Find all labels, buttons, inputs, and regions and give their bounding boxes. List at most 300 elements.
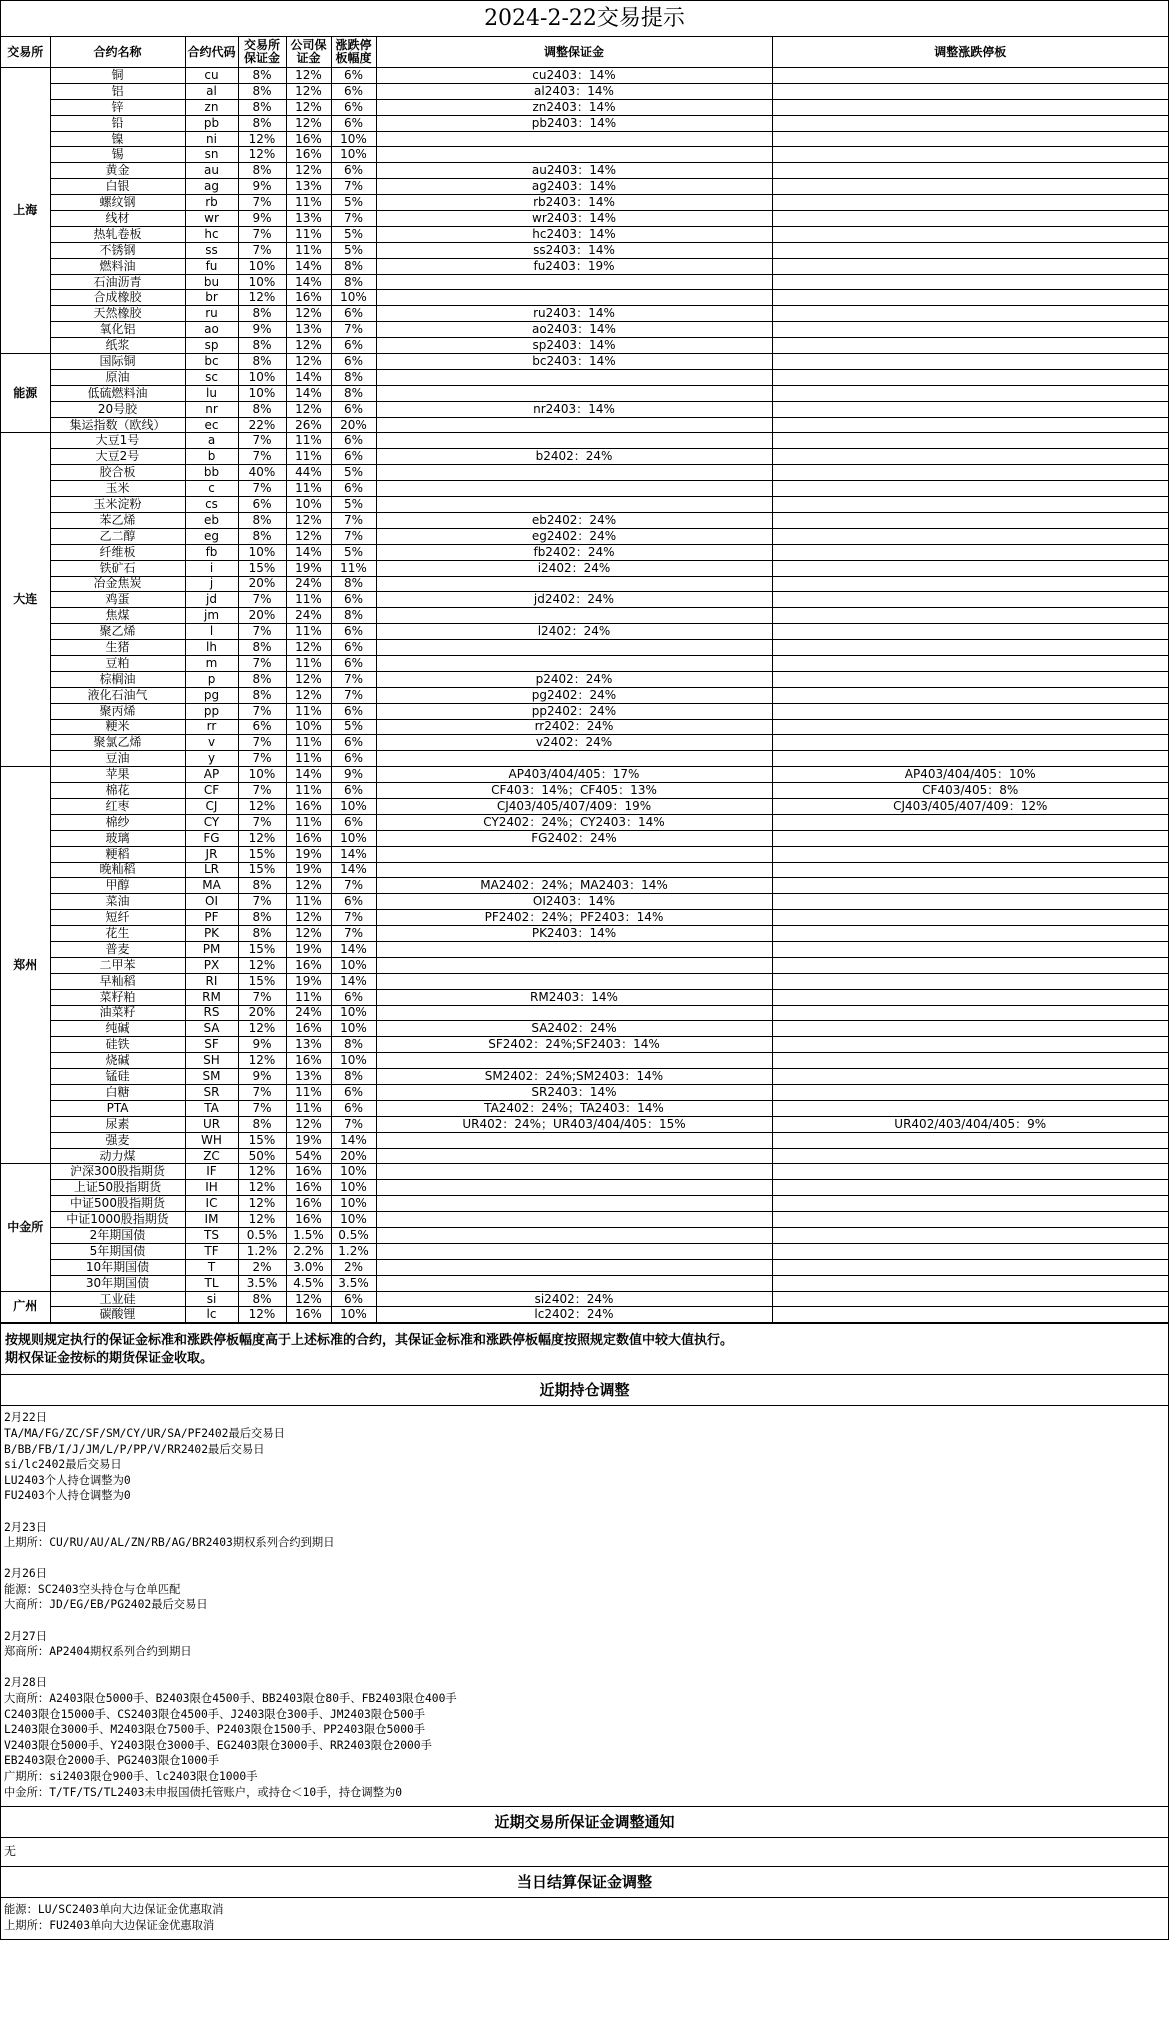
- contract-name-cell: 锡: [50, 147, 185, 163]
- table-row: [1, 767, 1168, 783]
- limit-range-cell: 14%: [331, 973, 376, 989]
- table-row: [1, 163, 1168, 179]
- exchange-margin-cell: 8%: [238, 512, 286, 528]
- adjusted-margin-cell: [376, 1053, 772, 1069]
- text-line: 大商所：JD/EG/EB/PG2402最后交易日: [4, 1598, 208, 1612]
- contract-code-cell: wr: [185, 211, 238, 227]
- limit-range-cell: 8%: [331, 258, 376, 274]
- adjusted-margin-cell: au2403：14%: [376, 163, 772, 179]
- table-row: [1, 910, 1168, 926]
- table-row: [1, 226, 1168, 242]
- company-margin-cell: 13%: [286, 211, 331, 227]
- exchange-margin-cell: 7%: [238, 1100, 286, 1116]
- contract-code-cell: bb: [185, 465, 238, 481]
- contract-code-cell: cu: [185, 68, 238, 84]
- contract-name-cell: 20号胶: [50, 401, 185, 417]
- contract-name-cell: 烧碱: [50, 1053, 185, 1069]
- adjusted-limit-cell: [772, 1148, 1168, 1164]
- contract-name-cell: 强麦: [50, 1132, 185, 1148]
- adjusted-margin-cell: wr2403：14%: [376, 211, 772, 227]
- limit-range-cell: 5%: [331, 719, 376, 735]
- company-margin-cell: 19%: [286, 846, 331, 862]
- exchange-margin-cell: 7%: [238, 624, 286, 640]
- blank-line: [4, 1504, 1164, 1520]
- table-row: [1, 1180, 1168, 1196]
- adjusted-margin-cell: FG2402：24%: [376, 830, 772, 846]
- limit-range-cell: 6%: [331, 1085, 376, 1101]
- contract-code-cell: b: [185, 449, 238, 465]
- contract-code-cell: lh: [185, 640, 238, 656]
- company-margin-cell: 12%: [286, 99, 331, 115]
- contract-name-cell: 5年期国债: [50, 1243, 185, 1259]
- exchange-margin-cell: 22%: [238, 417, 286, 433]
- limit-range-cell: 5%: [331, 226, 376, 242]
- exchange-margin-cell: 10%: [238, 369, 286, 385]
- company-margin-cell: 19%: [286, 973, 331, 989]
- exchange-margin-cell: 15%: [238, 862, 286, 878]
- contract-code-cell: ao: [185, 322, 238, 338]
- company-margin-cell: 11%: [286, 783, 331, 799]
- table-row: [1, 941, 1168, 957]
- contract-code-cell: ec: [185, 417, 238, 433]
- company-margin-cell: 10%: [286, 719, 331, 735]
- text-line: 广期所：si2403限仓900手、lc2403限仓1000手: [4, 1770, 258, 1784]
- limit-range-cell: 7%: [331, 179, 376, 195]
- exchange-margin-cell: 10%: [238, 767, 286, 783]
- adjusted-margin-cell: eg2402：24%: [376, 528, 772, 544]
- adjusted-margin-cell: nr2403：14%: [376, 401, 772, 417]
- limit-range-cell: 7%: [331, 671, 376, 687]
- company-margin-cell: 11%: [286, 624, 331, 640]
- company-margin-cell: 12%: [286, 68, 331, 84]
- exchange-margin-cell: 7%: [238, 703, 286, 719]
- exchange-cell: 郑州: [1, 767, 50, 1164]
- adjusted-limit-cell: [772, 131, 1168, 147]
- company-margin-cell: 16%: [286, 1196, 331, 1212]
- contract-name-cell: 聚丙烯: [50, 703, 185, 719]
- adjusted-margin-cell: ao2403：14%: [376, 322, 772, 338]
- company-margin-cell: 12%: [286, 910, 331, 926]
- contract-code-cell: PK: [185, 926, 238, 942]
- contract-name-cell: 热轧卷板: [50, 226, 185, 242]
- adjusted-margin-cell: [376, 1148, 772, 1164]
- table-row: [1, 973, 1168, 989]
- contract-name-cell: 碳酸锂: [50, 1307, 185, 1323]
- company-margin-cell: 12%: [286, 354, 331, 370]
- table-row: [1, 242, 1168, 258]
- company-margin-cell: 14%: [286, 258, 331, 274]
- contract-name-cell: 铅: [50, 115, 185, 131]
- adjusted-limit-cell: [772, 735, 1168, 751]
- company-margin-cell: 14%: [286, 544, 331, 560]
- contract-code-cell: bc: [185, 354, 238, 370]
- company-margin-cell: 16%: [286, 1212, 331, 1228]
- adjusted-limit-cell: [772, 433, 1168, 449]
- table-row: [1, 798, 1168, 814]
- limit-range-cell: 9%: [331, 767, 376, 783]
- limit-range-cell: 5%: [331, 497, 376, 513]
- exchange-margin-cell: 7%: [238, 751, 286, 767]
- limit-range-cell: 6%: [331, 703, 376, 719]
- contract-name-cell: 焦煤: [50, 608, 185, 624]
- limit-range-cell: 7%: [331, 512, 376, 528]
- contract-name-cell: 尿素: [50, 1116, 185, 1132]
- limit-range-cell: 10%: [331, 147, 376, 163]
- contract-name-cell: 30年期国债: [50, 1275, 185, 1291]
- contract-name-cell: 白糖: [50, 1085, 185, 1101]
- contract-name-cell: 豆油: [50, 751, 185, 767]
- adjusted-margin-cell: zn2403：14%: [376, 99, 772, 115]
- text-line: 2月26日: [4, 1567, 47, 1581]
- contract-code-cell: sp: [185, 338, 238, 354]
- exchange-margin-cell: 7%: [238, 894, 286, 910]
- company-margin-cell: 11%: [286, 989, 331, 1005]
- header-company-margin: 公司保证金: [286, 37, 331, 68]
- contract-name-cell: 螺纹钢: [50, 195, 185, 211]
- limit-range-cell: 7%: [331, 211, 376, 227]
- limit-range-cell: 8%: [331, 369, 376, 385]
- contract-code-cell: c: [185, 481, 238, 497]
- company-margin-cell: 11%: [286, 592, 331, 608]
- contract-code-cell: y: [185, 751, 238, 767]
- contract-code-cell: al: [185, 83, 238, 99]
- limit-range-cell: 8%: [331, 608, 376, 624]
- contract-code-cell: bu: [185, 274, 238, 290]
- exchange-margin-cell: 20%: [238, 1005, 286, 1021]
- table-row: [1, 481, 1168, 497]
- company-margin-cell: 2.2%: [286, 1243, 331, 1259]
- contract-name-cell: 菜籽粕: [50, 989, 185, 1005]
- exchange-margin-cell: 50%: [238, 1148, 286, 1164]
- adjusted-margin-cell: [376, 1132, 772, 1148]
- exchange-margin-cell: 12%: [238, 957, 286, 973]
- limit-range-cell: 10%: [331, 798, 376, 814]
- contract-code-cell: ag: [185, 179, 238, 195]
- contract-name-cell: 10年期国债: [50, 1259, 185, 1275]
- limit-range-cell: 14%: [331, 862, 376, 878]
- adjusted-margin-cell: [376, 1164, 772, 1180]
- adjusted-margin-cell: SF2402：24%;SF2403：14%: [376, 1037, 772, 1053]
- adjusted-limit-cell: [772, 1100, 1168, 1116]
- limit-range-cell: 6%: [331, 735, 376, 751]
- company-margin-cell: 16%: [286, 830, 331, 846]
- adjusted-margin-cell: [376, 369, 772, 385]
- adjusted-limit-cell: [772, 957, 1168, 973]
- company-margin-cell: 16%: [286, 1021, 331, 1037]
- adjusted-limit-cell: [772, 1180, 1168, 1196]
- adjusted-limit-cell: [772, 1228, 1168, 1244]
- limit-range-cell: 10%: [331, 1005, 376, 1021]
- company-margin-cell: 16%: [286, 131, 331, 147]
- contract-code-cell: PF: [185, 910, 238, 926]
- adjusted-margin-cell: [376, 862, 772, 878]
- table-row: [1, 1100, 1168, 1116]
- company-margin-cell: 14%: [286, 369, 331, 385]
- table-row: [1, 624, 1168, 640]
- contract-code-cell: si: [185, 1291, 238, 1307]
- exchange-margin-cell: 12%: [238, 1307, 286, 1323]
- exchange-margin-cell: 9%: [238, 322, 286, 338]
- contract-name-cell: 低硫燃料油: [50, 385, 185, 401]
- adjusted-limit-cell: [772, 83, 1168, 99]
- text-line: 2月27日: [4, 1629, 47, 1643]
- exchange-margin-cell: 12%: [238, 147, 286, 163]
- contract-code-cell: SR: [185, 1085, 238, 1101]
- adjusted-limit-cell: [772, 211, 1168, 227]
- company-margin-cell: 14%: [286, 274, 331, 290]
- company-margin-cell: 4.5%: [286, 1275, 331, 1291]
- limit-range-cell: 7%: [331, 878, 376, 894]
- exchange-margin-cell: 40%: [238, 465, 286, 481]
- exchange-margin-cell: 12%: [238, 1212, 286, 1228]
- page-title: 2024-2-22交易提示: [1, 1, 1168, 37]
- adjusted-margin-cell: [376, 1005, 772, 1021]
- table-row: [1, 131, 1168, 147]
- header-exchange-margin: 交易所保证金: [238, 37, 286, 68]
- limit-range-cell: 7%: [331, 1116, 376, 1132]
- limit-range-cell: 6%: [331, 338, 376, 354]
- exchange-margin-cell: 7%: [238, 449, 286, 465]
- company-margin-cell: 11%: [286, 433, 331, 449]
- contract-code-cell: jd: [185, 592, 238, 608]
- company-margin-cell: 11%: [286, 751, 331, 767]
- adjusted-limit-cell: [772, 703, 1168, 719]
- limit-range-cell: 10%: [331, 1307, 376, 1323]
- contract-code-cell: RS: [185, 1005, 238, 1021]
- adjusted-margin-cell: pp2402：24%: [376, 703, 772, 719]
- adjusted-limit-cell: [772, 497, 1168, 513]
- header-contract-name: 合约名称: [50, 37, 185, 68]
- company-margin-cell: 11%: [286, 242, 331, 258]
- limit-range-cell: 6%: [331, 783, 376, 799]
- contract-code-cell: eg: [185, 528, 238, 544]
- contract-code-cell: SA: [185, 1021, 238, 1037]
- exchange-margin-cell: 8%: [238, 671, 286, 687]
- adjusted-margin-cell: [376, 846, 772, 862]
- table-row: [1, 512, 1168, 528]
- table-row: [1, 115, 1168, 131]
- contract-name-cell: 红枣: [50, 798, 185, 814]
- exchange-margin-cell: 7%: [238, 735, 286, 751]
- company-margin-cell: 12%: [286, 671, 331, 687]
- blank-line: [4, 1551, 1164, 1567]
- adjusted-limit-cell: [772, 1069, 1168, 1085]
- contract-code-cell: SM: [185, 1069, 238, 1085]
- company-margin-cell: 12%: [286, 926, 331, 942]
- contract-name-cell: 油菜籽: [50, 1005, 185, 1021]
- table-row: [1, 608, 1168, 624]
- settlement-section-body: [1, 1898, 1168, 1939]
- contract-name-cell: 早籼稻: [50, 973, 185, 989]
- adjusted-limit-cell: [772, 926, 1168, 942]
- contract-code-cell: nr: [185, 401, 238, 417]
- limit-range-cell: 10%: [331, 1180, 376, 1196]
- adjusted-margin-cell: lc2402：24%: [376, 1307, 772, 1323]
- contract-name-cell: 镍: [50, 131, 185, 147]
- contract-name-cell: 大豆1号: [50, 433, 185, 449]
- contract-name-cell: 普麦: [50, 941, 185, 957]
- table-row: [1, 1164, 1168, 1180]
- adjusted-margin-cell: [376, 1196, 772, 1212]
- text-line: 上期所：FU2403单向大边保证金优惠取消: [4, 1918, 215, 1932]
- text-line: V2403限仓5000手、Y2403限仓3000手、EG2403限仓3000手、RR2403限仓2000手: [4, 1738, 432, 1752]
- company-margin-cell: 1.5%: [286, 1228, 331, 1244]
- adjusted-limit-cell: [772, 417, 1168, 433]
- contract-code-cell: IH: [185, 1180, 238, 1196]
- company-margin-cell: 12%: [286, 878, 331, 894]
- adjusted-limit-cell: [772, 1053, 1168, 1069]
- limit-range-cell: 7%: [331, 528, 376, 544]
- adjusted-limit-cell: [772, 1085, 1168, 1101]
- contract-name-cell: 燃料油: [50, 258, 185, 274]
- contract-name-cell: 二甲苯: [50, 957, 185, 973]
- adjusted-margin-cell: cu2403：14%: [376, 68, 772, 84]
- contract-name-cell: 天然橡胶: [50, 306, 185, 322]
- contract-code-cell: eb: [185, 512, 238, 528]
- adjusted-limit-cell: [772, 640, 1168, 656]
- contract-code-cell: l: [185, 624, 238, 640]
- table-row: [1, 1259, 1168, 1275]
- adjusted-margin-cell: [376, 433, 772, 449]
- contract-name-cell: 合成橡胶: [50, 290, 185, 306]
- exchange-margin-cell: 20%: [238, 608, 286, 624]
- exchange-margin-cell: 8%: [238, 1116, 286, 1132]
- contract-name-cell: 原油: [50, 369, 185, 385]
- table-body: [1, 68, 1168, 1323]
- company-margin-cell: 16%: [286, 1180, 331, 1196]
- contract-code-cell: T: [185, 1259, 238, 1275]
- table-row: [1, 385, 1168, 401]
- exchange-margin-cell: 15%: [238, 973, 286, 989]
- text-line: L2403限仓3000手、M2403限仓7500手、P2403限仓1500手、PP2403限仓5000手: [4, 1723, 426, 1737]
- contract-name-cell: 粳米: [50, 719, 185, 735]
- text-line: FU2403个人持仓调整为0: [4, 1489, 131, 1503]
- company-margin-cell: 11%: [286, 195, 331, 211]
- limit-range-cell: 5%: [331, 465, 376, 481]
- contract-name-cell: 2年期国债: [50, 1228, 185, 1244]
- table-row: [1, 1212, 1168, 1228]
- contract-code-cell: LR: [185, 862, 238, 878]
- table-row: [1, 465, 1168, 481]
- adjusted-margin-cell: PF2402：24%；PF2403：14%: [376, 910, 772, 926]
- adjusted-margin-cell: [376, 385, 772, 401]
- table-row: [1, 449, 1168, 465]
- adjusted-limit-cell: [772, 624, 1168, 640]
- adjusted-margin-cell: CJ403/405/407/409：19%: [376, 798, 772, 814]
- table-row: [1, 195, 1168, 211]
- margin-table: [1, 37, 1168, 1323]
- rules-note-line: 按规则规定执行的保证金标准和涨跌停板幅度高于上述标准的合约，其保证金标准和涨跌停板幅度按照规定数值中较大值执行。: [5, 1333, 734, 1349]
- company-margin-cell: 12%: [286, 1291, 331, 1307]
- exchange-margin-cell: 7%: [238, 481, 286, 497]
- adjusted-margin-cell: [376, 1212, 772, 1228]
- adjusted-limit-cell: [772, 179, 1168, 195]
- adjusted-margin-cell: ru2403：14%: [376, 306, 772, 322]
- contract-name-cell: 甲醇: [50, 878, 185, 894]
- contract-name-cell: 沪深300股指期货: [50, 1164, 185, 1180]
- table-row: [1, 1037, 1168, 1053]
- limit-range-cell: 6%: [331, 592, 376, 608]
- exchange-margin-cell: 10%: [238, 385, 286, 401]
- limit-range-cell: 2%: [331, 1259, 376, 1275]
- contract-name-cell: 花生: [50, 926, 185, 942]
- adjusted-margin-cell: eb2402：24%: [376, 512, 772, 528]
- exchange-margin-cell: 8%: [238, 687, 286, 703]
- company-margin-cell: 12%: [286, 528, 331, 544]
- company-margin-cell: 24%: [286, 1005, 331, 1021]
- table-row: [1, 147, 1168, 163]
- adjusted-margin-cell: MA2402：24%；MA2403：14%: [376, 878, 772, 894]
- contract-name-cell: 粳稻: [50, 846, 185, 862]
- adjusted-margin-cell: [376, 957, 772, 973]
- adjusted-margin-cell: [376, 1228, 772, 1244]
- contract-name-cell: 上证50股指期货: [50, 1180, 185, 1196]
- limit-range-cell: 6%: [331, 481, 376, 497]
- table-row: [1, 1243, 1168, 1259]
- limit-range-cell: 8%: [331, 576, 376, 592]
- exchange-margin-cell: 15%: [238, 1132, 286, 1148]
- contract-name-cell: 纤维板: [50, 544, 185, 560]
- adjusted-limit-cell: [772, 655, 1168, 671]
- exchange-margin-cell: 8%: [238, 640, 286, 656]
- exchange-margin-cell: 8%: [238, 115, 286, 131]
- adjusted-limit-cell: [772, 401, 1168, 417]
- table-row: [1, 1069, 1168, 1085]
- contract-code-cell: zn: [185, 99, 238, 115]
- table-row: [1, 179, 1168, 195]
- company-margin-cell: 11%: [286, 655, 331, 671]
- adjusted-limit-cell: [772, 751, 1168, 767]
- exchange-margin-cell: 6%: [238, 497, 286, 513]
- adjusted-limit-cell: [772, 115, 1168, 131]
- exchange-cell: 中金所: [1, 1164, 50, 1291]
- company-margin-cell: 12%: [286, 163, 331, 179]
- limit-range-cell: 5%: [331, 195, 376, 211]
- adjusted-limit-cell: [772, 242, 1168, 258]
- contract-code-cell: au: [185, 163, 238, 179]
- company-margin-cell: 11%: [286, 703, 331, 719]
- exchange-margin-cell: 12%: [238, 1053, 286, 1069]
- limit-range-cell: 10%: [331, 131, 376, 147]
- limit-range-cell: 11%: [331, 560, 376, 576]
- adjusted-limit-cell: [772, 528, 1168, 544]
- exchange-margin-cell: 7%: [238, 1085, 286, 1101]
- adjusted-limit-cell: [772, 941, 1168, 957]
- header-exchange: 交易所: [1, 37, 50, 68]
- contract-name-cell: 大豆2号: [50, 449, 185, 465]
- company-margin-cell: 16%: [286, 1164, 331, 1180]
- limit-range-cell: 6%: [331, 354, 376, 370]
- adjusted-limit-cell: [772, 814, 1168, 830]
- adjusted-limit-cell: [772, 322, 1168, 338]
- exchange-margin-section-title: 近期交易所保证金调整通知: [1, 1806, 1168, 1838]
- exchange-margin-cell: 8%: [238, 354, 286, 370]
- limit-range-cell: 6%: [331, 894, 376, 910]
- adjusted-limit-cell: [772, 1291, 1168, 1307]
- adjusted-margin-cell: rb2403：14%: [376, 195, 772, 211]
- contract-code-cell: ru: [185, 306, 238, 322]
- contract-code-cell: CJ: [185, 798, 238, 814]
- limit-range-cell: 8%: [331, 274, 376, 290]
- exchange-margin-cell: 12%: [238, 290, 286, 306]
- adjusted-margin-cell: TA2402：24%；TA2403：14%: [376, 1100, 772, 1116]
- limit-range-cell: 6%: [331, 115, 376, 131]
- contract-code-cell: MA: [185, 878, 238, 894]
- table-row: [1, 862, 1168, 878]
- adjusted-limit-cell: [772, 163, 1168, 179]
- contract-code-cell: jm: [185, 608, 238, 624]
- adjusted-limit-cell: [772, 687, 1168, 703]
